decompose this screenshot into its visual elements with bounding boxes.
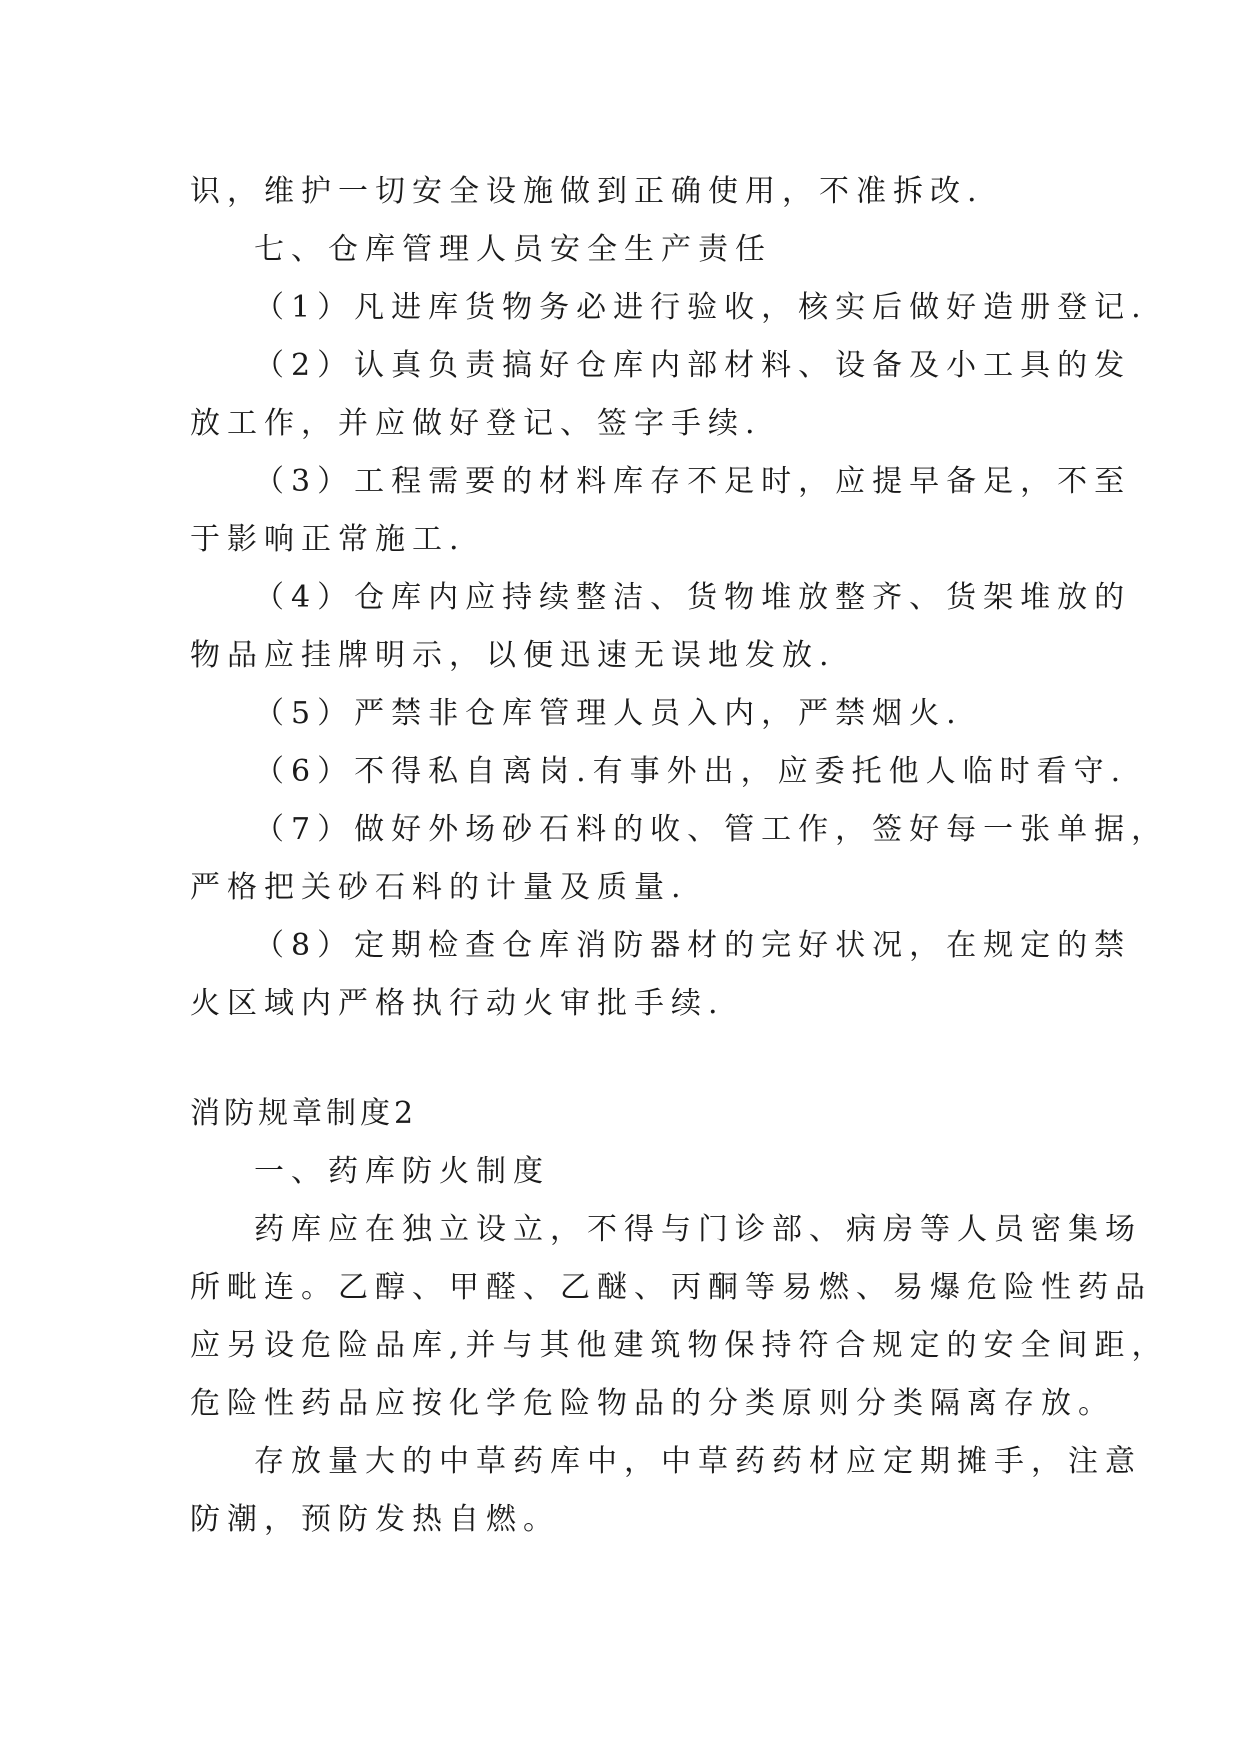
text-line: 火区域内严格执行动火审批手续. (190, 986, 725, 1021)
list-item: （1）凡进库货物务必进行验收，核实后做好造册登记. (254, 290, 1148, 325)
text-line: 所毗连。乙醇、甲醛、乙醚、丙酮等易燃、易爆危险性药品 (190, 1270, 1152, 1305)
list-item: （6）不得私自离岗.有事外出，应委托他人临时看守. (254, 754, 1128, 789)
text-line: 防潮，预防发热自燃。 (190, 1502, 560, 1537)
list-item: （5）严禁非仓库管理人员入内，严禁烟火. (254, 696, 963, 731)
list-item: （8）定期检查仓库消防器材的完好状况，在规定的禁 (254, 928, 1132, 963)
paragraph-line: 存放量大的中草药库中，中草药药材应定期摊手，注意 (254, 1444, 1142, 1479)
text-line: 放工作，并应做好登记、签字手续. (190, 406, 762, 441)
text-line: 识，维护一切安全设施做到正确使用，不准拆改. (190, 174, 984, 209)
list-item: （2）认真负责搞好仓库内部材料、设备及小工具的发 (254, 348, 1132, 383)
text-line: 危险性药品应按化学危险物品的分类原则分类隔离存放。 (190, 1386, 1115, 1421)
text-line: 物品应挂牌明示，以便迅速无误地发放. (190, 638, 836, 673)
document-title: 消防规章制度2 (190, 1096, 418, 1131)
section-heading: 七、仓库管理人员安全生产责任 (254, 232, 772, 267)
section-heading: 一、药库防火制度 (254, 1154, 550, 1189)
list-item: （7）做好外场砂石料的收、管工作，签好每一张单据， (254, 812, 1169, 847)
text-line: 于影响正常施工. (190, 522, 466, 557)
list-item: （3）工程需要的材料库存不足时，应提早备足，不至 (254, 464, 1132, 499)
text-line: 应另设危险品库,并与其他建筑物保持符合规定的安全间距， (190, 1328, 1169, 1363)
paragraph-line: 药库应在独立设立，不得与门诊部、病房等人员密集场 (254, 1212, 1142, 1247)
text-line: 严格把关砂石料的计量及质量. (190, 870, 688, 905)
list-item: （4）仓库内应持续整洁、货物堆放整齐、货架堆放的 (254, 580, 1132, 615)
